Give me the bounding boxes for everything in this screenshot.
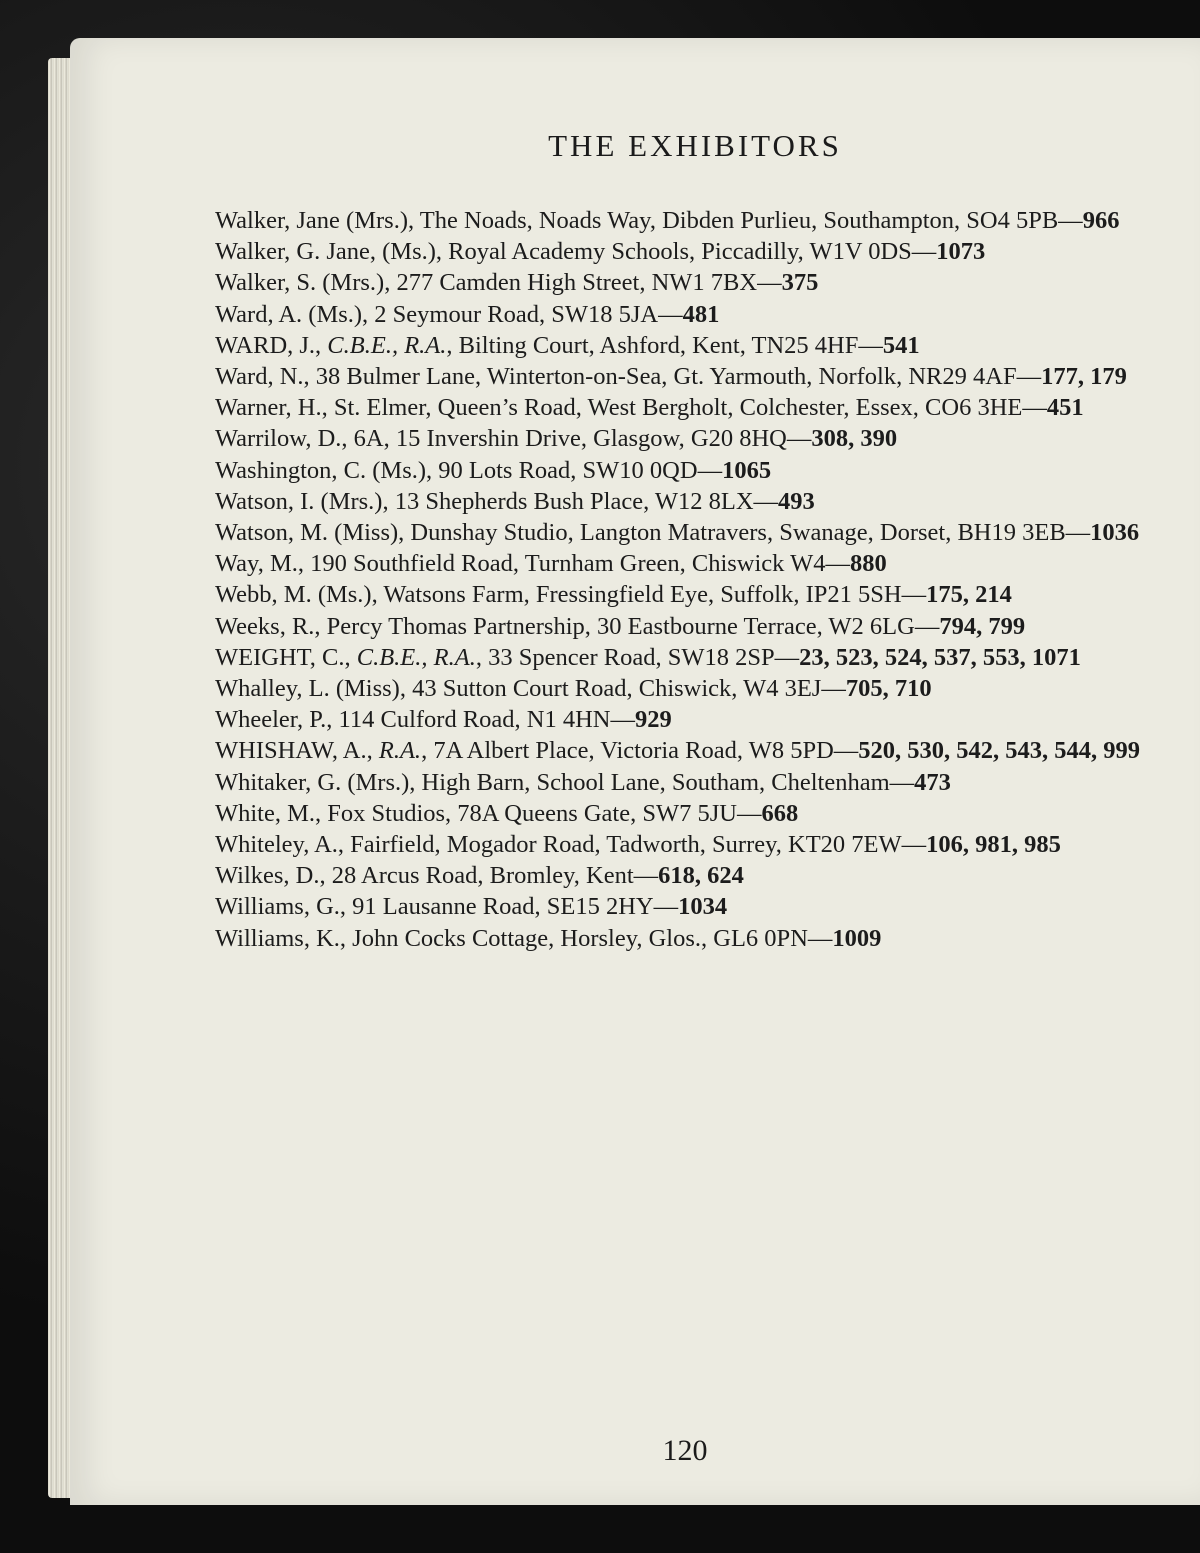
page-number: 120: [662, 1434, 708, 1467]
entry-catalogue-numbers: 794, 799: [939, 612, 1026, 640]
entry-catalogue-numbers: 668: [761, 799, 799, 827]
entry-text: WARD, J.,: [215, 331, 328, 359]
list-item: [215, 798, 1173, 829]
entry-text: Wheeler, P., 114 Culford Road, N1 4HN—: [215, 706, 635, 734]
page-title: THE EXHIBITORS: [548, 128, 842, 163]
entry-catalogue-numbers: 880: [850, 550, 887, 578]
list-item: [215, 829, 1173, 860]
list-item: [215, 267, 1173, 298]
entry-text: Williams, K., John Cocks Cottage, Horsley, Glos., GL6 0PN—: [215, 924, 833, 952]
entry-honours: R.A.: [378, 737, 422, 765]
entry-catalogue-numbers: 451: [1046, 394, 1084, 422]
entry-honours: C.B.E., R.A.: [327, 331, 447, 359]
list-item: [215, 611, 1173, 642]
list-item: [215, 205, 1173, 236]
entry-catalogue-numbers: 1036: [1090, 519, 1140, 547]
list-item: [215, 455, 1173, 486]
entry-text: Whalley, L. (Miss), 43 Sutton Court Road, Chiswick, W4 3EJ—: [215, 675, 846, 703]
list-item: [215, 704, 1173, 735]
list-item: [215, 517, 1173, 548]
entry-catalogue-numbers: 493: [778, 487, 815, 515]
entry-catalogue-numbers: 1065: [722, 456, 772, 484]
entry-address: , 7A Albert Place, Victoria Road, W8 5PD—: [421, 737, 859, 765]
entry-catalogue-numbers: 177, 179: [1041, 363, 1127, 391]
entry-text: Walker, G. Jane, (Ms.), Royal Academy Schools, Piccadilly, W1V 0DS—: [215, 238, 937, 266]
list-item: [215, 673, 1173, 704]
list-item: [215, 392, 1173, 423]
list-item: [215, 299, 1173, 330]
entry-catalogue-numbers: 1009: [832, 924, 882, 952]
entry-catalogue-numbers: 106, 981, 985: [926, 831, 1061, 859]
entry-text: Whitaker, G. (Mrs.), High Barn, School Lane, Southam, Cheltenham—: [215, 768, 915, 796]
entry-text: Warrilow, D., 6A, 15 Invershin Drive, Glasgow, G20 8HQ—: [215, 425, 812, 453]
entry-catalogue-numbers: 705, 710: [845, 675, 932, 703]
entry-text: Walker, S. (Mrs.), 277 Camden High Street, NW1 7BX—: [215, 269, 782, 297]
entry-catalogue-numbers: 1034: [678, 893, 728, 921]
entry-text: WEIGHT, C.,: [215, 643, 357, 671]
entry-catalogue-numbers: 481: [682, 300, 720, 328]
entry-text: Watson, M. (Miss), Dunshay Studio, Langton Matravers, Swanage, Dorset, BH19 3EB—: [215, 519, 1091, 547]
entry-honours: C.B.E., R.A.: [356, 643, 476, 671]
entry-text: Ward, A. (Ms.), 2 Seymour Road, SW18 5JA—: [215, 300, 683, 328]
exhibitor-list: [215, 205, 1173, 954]
entry-catalogue-numbers: 520, 530, 542, 543, 544, 999: [858, 737, 1141, 765]
entry-text: Ward, N., 38 Bulmer Lane, Winterton-on-Sea, Gt. Yarmouth, Norfolk, NR29 4AF—: [215, 363, 1042, 391]
entry-text: Warner, H., St. Elmer, Queen’s Road, West Bergholt, Colchester, Essex, CO6 3HE—: [215, 394, 1047, 422]
entry-text: WHISHAW, A.,: [215, 737, 379, 765]
entry-address: , 33 Spencer Road, SW18 2SP—: [475, 643, 800, 671]
list-item: [215, 923, 1173, 954]
entry-text: Williams, G., 91 Lausanne Road, SE15 2HY—: [215, 893, 679, 921]
list-item: [215, 735, 1173, 766]
list-item: [215, 548, 1173, 579]
entry-address: , Bilting Court, Ashford, Kent, TN25 4HF—: [446, 331, 883, 359]
list-item: [215, 891, 1173, 922]
entry-catalogue-numbers: 473: [914, 768, 951, 796]
entry-text: Way, M., 190 Southfield Road, Turnham Green, Chiswick W4—: [215, 550, 850, 578]
entry-text: Webb, M. (Ms.), Watsons Farm, Fressingfield Eye, Suffolk, IP21 5SH—: [215, 581, 927, 609]
list-item: [215, 330, 1173, 361]
list-item: [215, 579, 1173, 610]
entry-text: White, M., Fox Studios, 78A Queens Gate, SW7 5JU—: [215, 799, 762, 827]
entry-text: Walker, Jane (Mrs.), The Noads, Noads Way, Dibden Purlieu, Southampton, SO4 5PB—: [215, 207, 1083, 234]
list-item: [215, 236, 1173, 267]
entry-catalogue-numbers: 929: [635, 706, 672, 734]
entry-catalogue-numbers: 618, 624: [658, 862, 744, 890]
entry-text: Weeks, R., Percy Thomas Partnership, 30 Eastbourne Terrace, W2 6LG—: [215, 612, 940, 640]
entry-catalogue-numbers: 23, 523, 524, 537, 553, 1071: [799, 643, 1081, 671]
entry-catalogue-numbers: 308, 390: [811, 425, 898, 453]
list-item: [215, 423, 1173, 454]
entry-text: Washington, C. (Ms.), 90 Lots Road, SW10 0QD—: [215, 456, 723, 484]
list-item: [215, 361, 1173, 392]
list-item: [215, 767, 1173, 798]
entry-catalogue-numbers: 1073: [936, 238, 986, 266]
list-item: [215, 860, 1173, 891]
entry-catalogue-numbers: 175, 214: [926, 581, 1012, 609]
entry-catalogue-numbers: 375: [781, 269, 819, 297]
list-item: [215, 642, 1173, 673]
entry-text: Watson, I. (Mrs.), 13 Shepherds Bush Place, W12 8LX—: [215, 487, 779, 515]
entry-text: Whiteley, A., Fairfield, Mogador Road, Tadworth, Surrey, KT20 7EW—: [215, 831, 927, 859]
list-item: [215, 486, 1173, 517]
entry-catalogue-numbers: 966: [1082, 207, 1120, 234]
entry-catalogue-numbers: 541: [882, 331, 920, 359]
entry-text: Wilkes, D., 28 Arcus Road, Bromley, Kent—: [215, 862, 659, 890]
